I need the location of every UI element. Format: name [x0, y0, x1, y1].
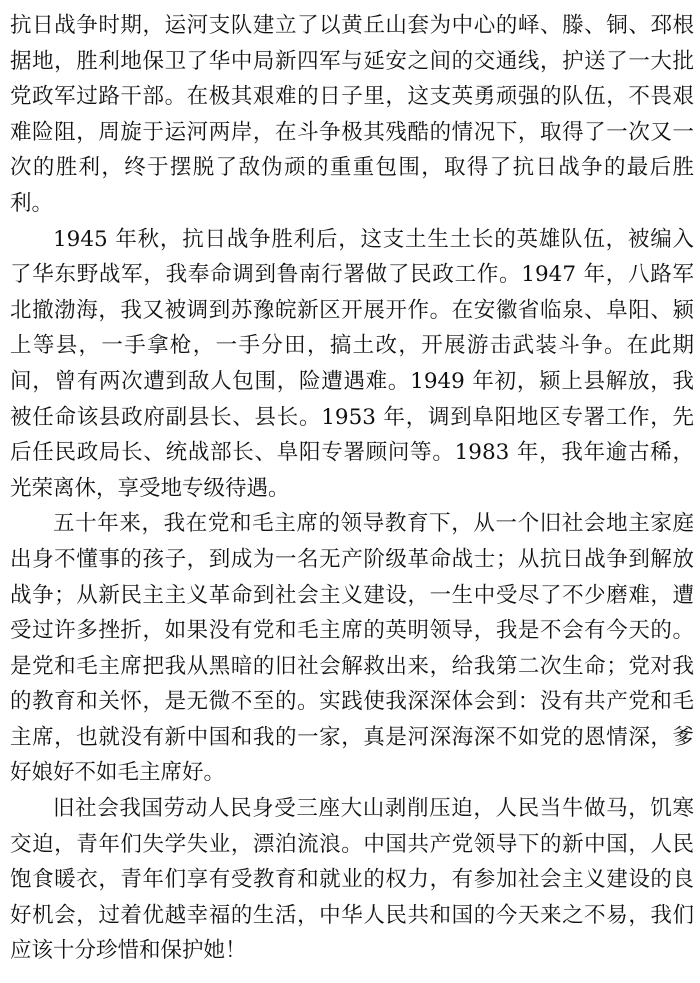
paragraph-3: 五十年来，我在党和毛主席的领导教育下，从一个旧社会地主家庭出身不懂事的孩子，到成为一名无产阶级革命战士；从抗日战争到解放战争；从新民主主义革命到社会主义建设，一生中受尽了不少磨难，遭受过许多挫折，如果没有党和毛主席的英明领导，我是不会有今天的。是党和毛主席把我从黑暗的旧社会解救出来，给我第二次生命；党对我的教育和关怀，是无微不至的。实践使我深深体会到：没有共产党和毛主席，也就没有新中国和我的一家，真是河深海深不如党的恩情深，爹好娘好不如毛主席好。 — [10, 511, 694, 786]
paragraph-1: 抗日战争时期，运河支队建立了以黄丘山套为中心的峄、滕、铜、邳根据地，胜利地保卫了华中局新四军与延安之间的交通线，护送了一大批党政军过路干部。在极其艰难的日子里，这支英勇顽强的队伍，不畏艰难险阻，周旋于运河两岸，在斗争极其残酷的情况下，取得了一次又一次的胜利，终于摆脱了敌伪顽的重重包围，取得了抗日战争的最后胜利。 — [10, 13, 694, 216]
paragraph-2: 1945 年秋，抗日战争胜利后，这支土生土长的英雄队伍，被编入了华东野战军，我奉命调到鲁南行署做了民政工作。1947 年，八路军北撤渤海，我又被调到苏豫皖新区开展开作。在安徽省临泉、阜阳、颍上等县，一手拿枪，一手分田，搞土改，开展游击武装斗争。在此期间，曾有两次遭到敌人包围，险遭遇难。1949 年初，颍上县解放，我被任命该县政府副县长、县长。1953 年，调到阜阳地区专署工作，先后任民政局长、统战部长、阜阳专署顾问等。1983 年，我年逾古稀，光荣离休，享受地专级待遇。 — [10, 226, 694, 501]
paragraph-4: 旧社会我国劳动人民身受三座大山剥削压迫，人民当牛做马，饥寒交迫，青年们失学失业，漂泊流浪。中国共产党领导下的新中国，人民饱食暖衣，青年们享有受教育和就业的权力，有参加社会主义建设的良好机会，过着优越幸福的生活，中华人民共和国的今天来之不易，我们应该十分珍惜和保护她！ — [10, 796, 694, 964]
